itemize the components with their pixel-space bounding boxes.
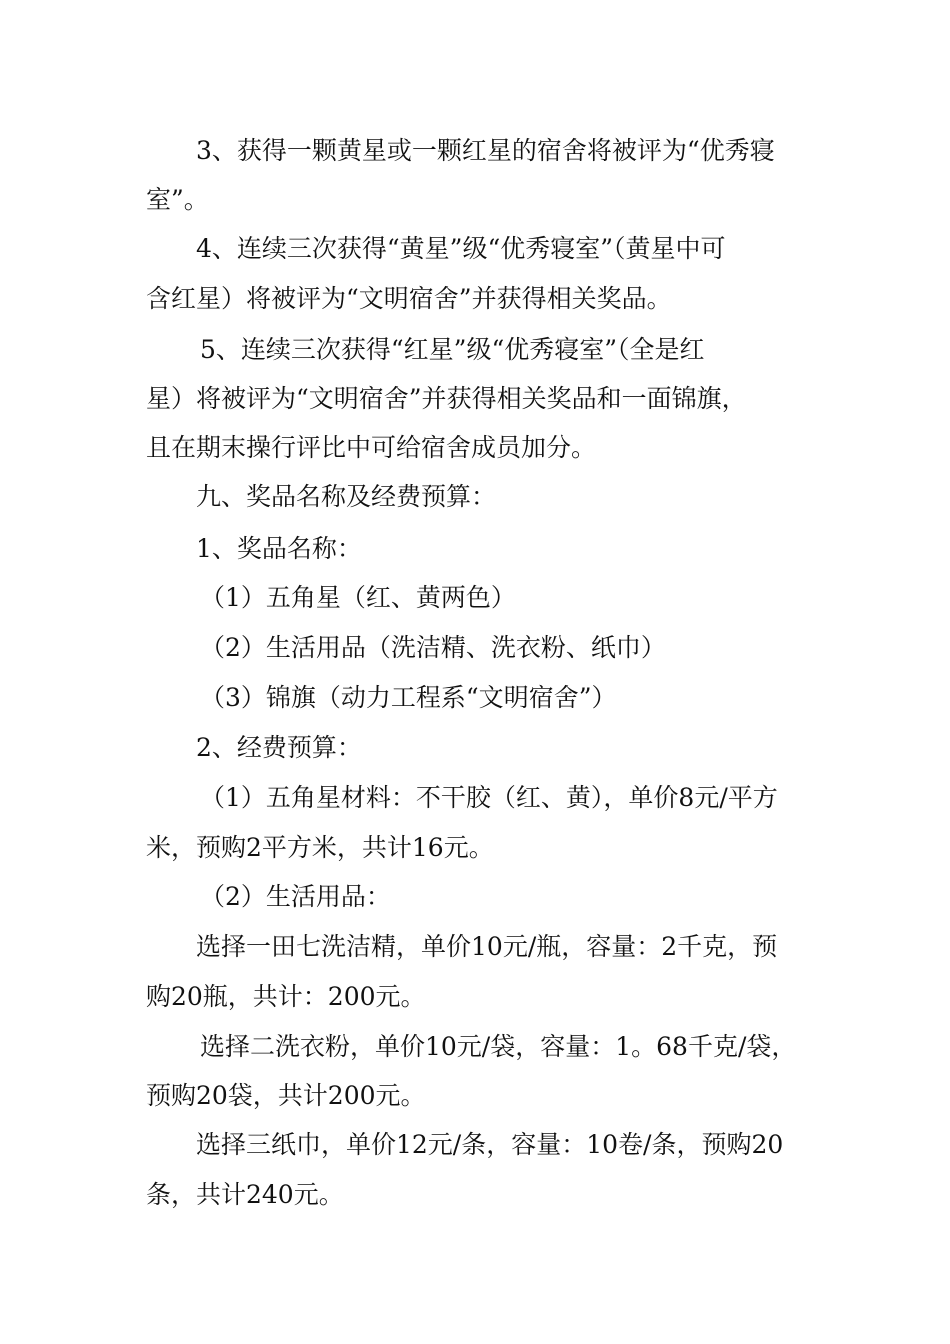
paragraph-line: 且在期末操行评比中可给宿舍成员加分。 [146, 433, 597, 462]
paragraph-line: 4、连续三次获得“黄星”级“优秀寝室”（黄星中可 [196, 234, 726, 263]
paragraph-line: 选择二洗衣粉，单价10元/袋，容量：1。68千克/袋， [200, 1032, 797, 1061]
subsection-heading: 1、奖品名称： [196, 534, 362, 563]
list-item: （2）生活用品： [200, 882, 391, 911]
section-heading: 九、奖品名称及经费预算： [196, 482, 497, 511]
paragraph-line: 条，共计240元。 [146, 1180, 344, 1209]
paragraph-line: 购20瓶，共计：200元。 [146, 982, 426, 1011]
subsection-heading: 2、经费预算： [196, 733, 362, 762]
paragraph-line: 星）将被评为“文明宿舍”并获得相关奖品和一面锦旗， [146, 384, 747, 413]
paragraph-line: 选择一田七洗洁精，单价10元/瓶，容量：2千克，预 [196, 932, 778, 961]
list-item: （1）五角星（红、黄两色） [200, 583, 516, 612]
paragraph-line: 含红星）将被评为“文明宿舍”并获得相关奖品。 [146, 284, 672, 313]
list-item: （1）五角星材料：不干胶（红、黄），单价8元/平方 [200, 783, 778, 812]
paragraph-line: 预购20袋，共计200元。 [146, 1081, 426, 1110]
paragraph-line: 室”。 [146, 185, 209, 214]
paragraph-line: 5、连续三次获得“红星”级“优秀寝室”（全是红 [200, 335, 705, 364]
list-item: （2）生活用品（洗洁精、洗衣粉、纸巾） [200, 633, 666, 662]
paragraph-line: 3、获得一颗黄星或一颗红星的宿舍将被评为“优秀寝 [196, 136, 775, 165]
paragraph-line: 选择三纸巾，单价12元/条，容量：10卷/条，预购20 [196, 1130, 784, 1159]
paragraph-line: 米，预购2平方米，共计16元。 [146, 833, 494, 862]
list-item: （3）锦旗（动力工程系“文明宿舍”） [200, 683, 617, 712]
